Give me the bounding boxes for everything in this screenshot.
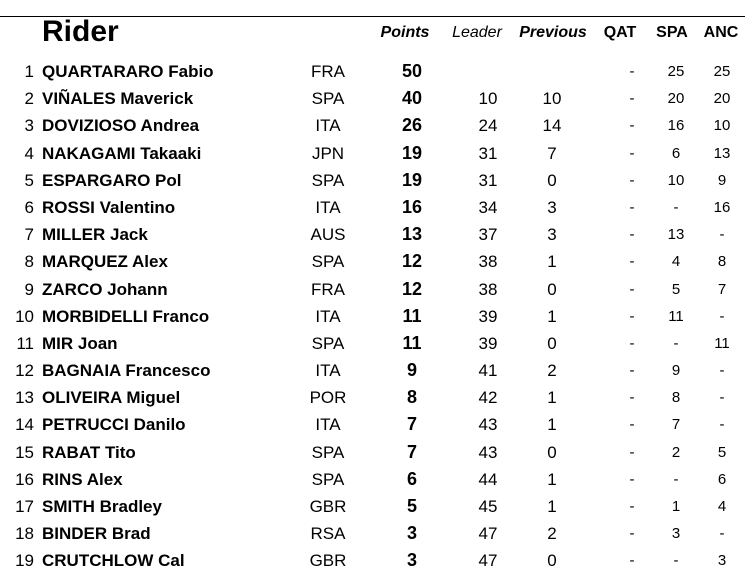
anc-points-cell: 8: [717, 253, 727, 271]
gap-to-leader-cell: 38: [478, 279, 498, 299]
qat-points-cell: -: [629, 552, 635, 570]
position-cell: 15: [15, 442, 34, 462]
nation-cell: GBR: [309, 497, 347, 516]
table-row: [0, 248, 745, 275]
gap-to-previous-cell: 0: [547, 442, 557, 462]
gap-to-previous-cell: 1: [547, 497, 557, 516]
anc-column-header: ANC: [703, 24, 739, 41]
anc-points-cell: -: [719, 525, 725, 543]
qat-points-cell: -: [629, 307, 635, 325]
position-cell: 1: [24, 62, 34, 81]
position-cell: 4: [24, 143, 34, 163]
position-cell: 16: [15, 469, 34, 489]
rider-name-cell: VIÑALES Maverick: [42, 89, 194, 109]
nation-cell: SPA: [311, 469, 345, 489]
points-cell: 11: [402, 305, 422, 326]
gap-to-previous-cell: 2: [547, 361, 557, 381]
anc-points-cell: 5: [717, 443, 727, 461]
qat-points-cell: -: [629, 470, 635, 488]
position-cell: 14: [15, 415, 34, 435]
nation-cell: ITA: [315, 415, 341, 435]
points-cell: 11: [402, 332, 422, 353]
nation-cell: FRA: [311, 62, 345, 81]
anc-points-cell: 3: [717, 552, 727, 570]
position-cell: 11: [16, 333, 34, 353]
gap-to-previous-cell: 0: [547, 333, 557, 353]
rider-name-cell: MARQUEZ Alex: [42, 252, 168, 272]
spa-points-cell: 10: [667, 171, 685, 189]
gap-to-previous-cell: 1: [547, 388, 557, 408]
anc-points-cell: 9: [717, 171, 727, 189]
nation-cell: SPA: [311, 333, 345, 353]
rider-name-cell: OLIVEIRA Miguel: [42, 388, 181, 408]
gap-to-leader-cell: 39: [478, 333, 498, 353]
gap-to-previous-cell: 0: [547, 551, 557, 571]
position-cell: 17: [15, 497, 34, 516]
points-column-header: Points: [380, 24, 430, 41]
spa-points-cell: 2: [671, 443, 681, 461]
spa-points-cell: 4: [671, 253, 681, 271]
anc-points-cell: 4: [717, 498, 727, 515]
rider-name-cell: RINS Alex: [42, 469, 123, 489]
anc-points-cell: -: [719, 226, 725, 244]
position-cell: 7: [24, 225, 34, 245]
qat-column-header: QAT: [603, 24, 637, 41]
spa-points-cell: 13: [667, 226, 685, 244]
gap-to-leader-cell: 42: [478, 388, 498, 408]
gap-to-previous-cell: 3: [547, 225, 557, 245]
spa-points-cell: -: [673, 552, 679, 570]
points-cell: 5: [406, 496, 417, 516]
qat-points-cell: -: [629, 443, 635, 461]
qat-points-cell: -: [629, 416, 635, 434]
spa-points-cell: 7: [671, 416, 681, 434]
qat-points-cell: -: [629, 334, 635, 352]
gap-to-leader-cell: 24: [478, 116, 498, 136]
rider-name-cell: ROSSI Valentino: [42, 197, 176, 217]
points-cell: 16: [401, 196, 423, 217]
points-cell: 8: [406, 387, 417, 408]
points-cell: 7: [406, 414, 417, 435]
gap-to-leader-cell: 47: [478, 524, 498, 544]
position-cell: 6: [24, 197, 34, 217]
spa-points-cell: 16: [667, 117, 685, 135]
spa-points-cell: 8: [671, 389, 681, 407]
anc-points-cell: 13: [713, 144, 731, 162]
table-row: [0, 140, 745, 167]
points-cell: 40: [401, 88, 423, 109]
gap-to-leader-cell: 41: [478, 361, 498, 381]
position-cell: 12: [15, 361, 34, 381]
gap-to-previous-cell: 1: [547, 306, 557, 326]
qat-points-cell: -: [629, 144, 635, 162]
points-cell: 6: [406, 468, 417, 489]
gap-to-previous-cell: 10: [542, 89, 562, 109]
anc-points-cell: 11: [714, 334, 730, 352]
points-cell: 12: [401, 278, 423, 299]
rider-name-cell: DOVIZIOSO Andrea: [42, 116, 200, 136]
position-cell: 3: [24, 116, 34, 136]
leader-column-header: Leader: [452, 24, 502, 41]
table-row: [0, 221, 745, 248]
rider-name-cell: MORBIDELLI Franco: [42, 306, 210, 326]
nation-cell: SPA: [311, 170, 345, 190]
spa-points-cell: 1: [671, 498, 681, 515]
rider-name-cell: MILLER Jack: [42, 225, 148, 245]
table-row: [0, 357, 745, 384]
spa-points-cell: 9: [671, 362, 681, 380]
nation-cell: ITA: [315, 116, 341, 136]
nation-cell: AUS: [310, 225, 346, 245]
position-cell: 9: [24, 279, 34, 299]
nation-cell: ITA: [315, 197, 341, 217]
points-cell: 9: [406, 360, 417, 381]
table-row: [0, 112, 745, 139]
table-row: [0, 547, 745, 574]
anc-points-cell: -: [719, 362, 725, 380]
nation-cell: GBR: [309, 551, 347, 571]
rider-name-cell: SMITH Bradley: [42, 497, 162, 516]
qat-points-cell: -: [629, 226, 635, 244]
spa-points-cell: -: [673, 334, 679, 352]
previous-column-header: Previous: [519, 24, 587, 41]
qat-points-cell: -: [629, 171, 635, 189]
nation-cell: ITA: [315, 361, 341, 381]
nation-cell: SPA: [311, 89, 345, 109]
gap-to-leader-cell: 34: [478, 197, 498, 217]
qat-points-cell: -: [629, 253, 635, 271]
table-row: [0, 85, 745, 112]
table-row: [0, 330, 745, 357]
points-cell: 3: [406, 550, 417, 571]
gap-to-previous-cell: 1: [547, 252, 557, 272]
nation-cell: RSA: [310, 524, 346, 544]
table-row: [0, 303, 745, 330]
spa-points-cell: 20: [667, 90, 685, 108]
standings-table: [0, 58, 745, 575]
rider-name-cell: BAGNAIA Francesco: [42, 361, 211, 381]
spa-column-header: SPA: [656, 24, 688, 41]
qat-points-cell: -: [629, 389, 635, 407]
points-cell: 50: [401, 61, 423, 81]
spa-points-cell: -: [673, 198, 679, 216]
table-row: [0, 439, 745, 466]
qat-points-cell: -: [629, 362, 635, 380]
position-cell: 18: [15, 524, 34, 544]
rider-name-cell: MIR Joan: [42, 333, 118, 353]
gap-to-leader-cell: 43: [478, 415, 498, 435]
table-row: [0, 384, 745, 411]
rider-name-cell: QUARTARARO Fabio: [42, 62, 214, 81]
anc-points-cell: -: [719, 389, 725, 407]
gap-to-previous-cell: 3: [547, 197, 557, 217]
rider-name-cell: BINDER Brad: [42, 524, 151, 544]
position-cell: 5: [24, 170, 34, 190]
nation-cell: FRA: [311, 279, 345, 299]
gap-to-previous-cell: 1: [547, 415, 557, 435]
gap-to-previous-cell: 7: [547, 143, 557, 163]
rider-name-cell: NAKAGAMI Takaaki: [42, 143, 202, 163]
nation-cell: POR: [309, 388, 347, 408]
anc-points-cell: -: [719, 416, 725, 434]
gap-to-previous-cell: 0: [547, 279, 557, 299]
anc-points-cell: 20: [713, 90, 731, 108]
rider-name-cell: CRUTCHLOW Cal: [42, 551, 185, 571]
nation-cell: SPA: [311, 252, 345, 272]
table-row: [0, 493, 745, 520]
rider-column-header: Rider: [42, 15, 119, 48]
rider-name-cell: ZARCO Johann: [42, 279, 168, 299]
points-cell: 12: [401, 251, 423, 272]
spa-points-cell: 11: [668, 307, 684, 325]
spa-points-cell: 6: [671, 144, 681, 162]
anc-points-cell: 7: [717, 280, 727, 298]
gap-to-leader-cell: 44: [478, 469, 498, 489]
table-row: [0, 276, 745, 303]
points-cell: 26: [401, 115, 423, 136]
gap-to-previous-cell: 14: [542, 116, 562, 136]
gap-to-leader-cell: 31: [478, 143, 498, 163]
qat-points-cell: -: [629, 498, 635, 515]
spa-points-cell: 5: [671, 280, 681, 298]
anc-points-cell: 25: [713, 63, 731, 80]
nation-cell: ITA: [315, 306, 341, 326]
position-cell: 10: [15, 306, 34, 326]
points-cell: 13: [401, 224, 423, 245]
qat-points-cell: -: [629, 525, 635, 543]
anc-points-cell: 10: [713, 117, 731, 135]
qat-points-cell: -: [629, 63, 635, 80]
gap-to-leader-cell: 38: [478, 252, 498, 272]
gap-to-leader-cell: 43: [478, 442, 498, 462]
qat-points-cell: -: [629, 90, 635, 108]
anc-points-cell: 6: [717, 470, 727, 488]
gap-to-leader-cell: 37: [478, 225, 498, 245]
nation-cell: JPN: [311, 143, 345, 163]
position-cell: 19: [15, 551, 34, 571]
table-row: [0, 520, 745, 547]
points-cell: 7: [406, 441, 417, 462]
table-row: [0, 466, 745, 493]
table-row: [0, 194, 745, 221]
table-row: [0, 58, 745, 85]
qat-points-cell: -: [629, 117, 635, 135]
nation-cell: SPA: [311, 442, 345, 462]
table-row: [0, 167, 745, 194]
rider-name-cell: PETRUCCI Danilo: [42, 415, 186, 435]
position-cell: 2: [24, 89, 34, 109]
qat-points-cell: -: [629, 198, 635, 216]
gap-to-leader-cell: 31: [478, 170, 498, 190]
table-row: [0, 411, 745, 438]
rider-name-cell: RABAT Tito: [42, 442, 136, 462]
rider-name-cell: ESPARGARO Pol: [42, 170, 182, 190]
points-cell: 19: [401, 142, 423, 163]
gap-to-previous-cell: 2: [547, 524, 557, 544]
position-cell: 13: [15, 388, 34, 408]
points-cell: 19: [401, 169, 423, 190]
position-cell: 8: [24, 252, 34, 272]
anc-points-cell: 16: [713, 198, 731, 216]
spa-points-cell: 3: [671, 525, 681, 543]
points-cell: 3: [406, 523, 417, 544]
gap-to-leader-cell: 47: [478, 551, 498, 571]
spa-points-cell: -: [673, 470, 679, 488]
gap-to-leader-cell: 45: [478, 497, 498, 516]
spa-points-cell: 25: [667, 63, 685, 80]
gap-to-previous-cell: 1: [547, 469, 557, 489]
qat-points-cell: -: [629, 280, 635, 298]
gap-to-leader-cell: 39: [478, 306, 498, 326]
gap-to-previous-cell: 0: [547, 170, 557, 190]
anc-points-cell: -: [719, 307, 725, 325]
gap-to-leader-cell: 10: [478, 89, 498, 109]
